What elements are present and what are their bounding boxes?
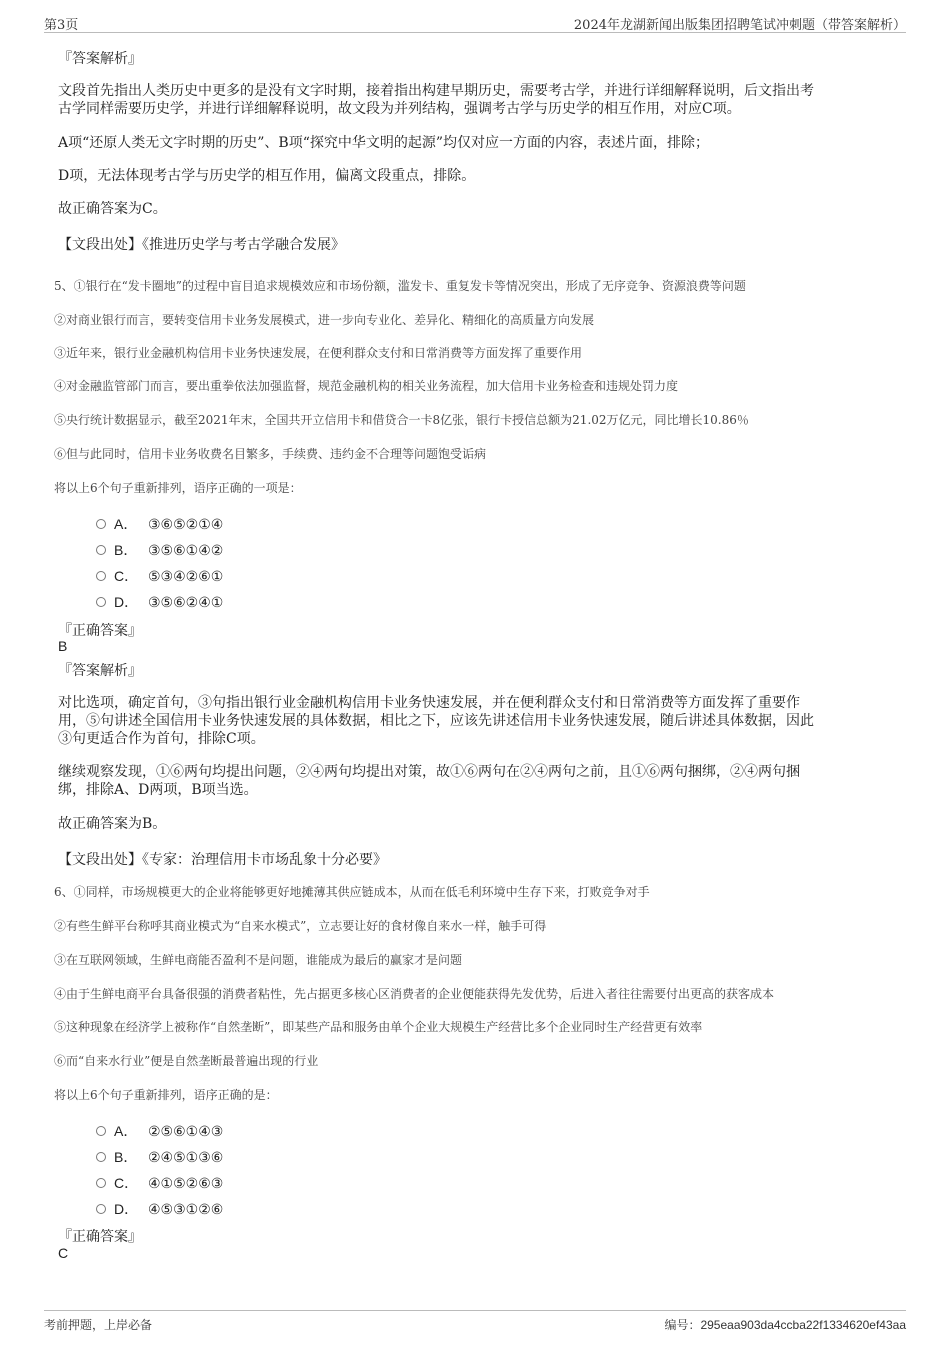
document-id <box>664 1316 906 1333</box>
correct-answer: B <box>58 638 68 654</box>
option-letter: B． <box>114 542 138 558</box>
text-line: 用，⑤句讲述全国信用卡业务快速发展的具体数据，相比之下，应该先讲述信用卡业务快速发展，随后讲述具体数据，因此 <box>58 713 814 729</box>
document-id-label: 编号： <box>664 1318 701 1332</box>
question-sentence: ②有些生鲜平台称呼其商业模式为“自来水模式”，立志要让好的食材像自来水一样，触手可得 <box>54 919 547 933</box>
option-d[interactable] <box>96 1199 223 1219</box>
question-sentence: ②对商业银行而言，要转变信用卡业务发展模式，进一步向专业化、差异化、精细化的高质量方向发展 <box>54 313 595 327</box>
option-b[interactable] <box>96 540 223 560</box>
question-prompt: 将以上6个句子重新排列，语序正确的是： <box>54 1088 278 1102</box>
text-line: ③句更适合作为首句，排除C项。 <box>58 731 265 747</box>
option-d[interactable] <box>96 592 223 612</box>
radio-button[interactable] <box>96 519 106 529</box>
page-footer <box>44 1310 906 1335</box>
option-letter: C． <box>114 568 139 584</box>
radio-button[interactable] <box>96 597 106 607</box>
text-line: 继续观察发现，①⑥两句均提出问题，②④两句均提出对策，故①⑥两句在②④两句之前，且①⑥两句捆绑，②④两句捆 <box>58 764 800 780</box>
option-a[interactable] <box>96 1121 223 1141</box>
question-sentence: ⑥但与此同时，信用卡业务收费名目繁多，手续费、违约金不合理等问题饱受诟病 <box>54 447 487 461</box>
question-sentence: ③在互联网领域，生鲜电商能否盈利不是问题，谁能成为最后的赢家才是问题 <box>54 953 463 967</box>
radio-button[interactable] <box>96 1152 106 1162</box>
question-sentence: ⑥而“自来水行业”便是自然垄断最普遍出现的行业 <box>54 1054 319 1068</box>
question-sentence: ④对金融监管部门而言，要出重拳依法加强监督，规范金融机构的相关业务流程，加大信用卡业务检查和违规处罚力度 <box>54 379 679 393</box>
option-letter: D． <box>114 594 139 610</box>
option-b[interactable] <box>96 1147 223 1167</box>
analysis-label: 『答案解析』 <box>58 51 142 67</box>
option-sequence: ②⑤⑥①④③ <box>148 1124 224 1140</box>
question-prompt: 将以上6个句子重新排列，语序正确的一项是： <box>54 481 302 495</box>
option-sequence: ③⑥⑤②①④ <box>148 517 224 533</box>
page-header <box>44 10 906 33</box>
question-sentence: ⑤这种现象在经济学上被称作“自然垄断”，即某些产品和服务由单个企业大规模生产经营比多个企业同时生产经营更有效率 <box>54 1020 703 1034</box>
analysis-conclusion: 故正确答案为B。 <box>58 816 167 832</box>
option-letter: C． <box>114 1175 139 1191</box>
option-sequence: ⑤③④②⑥① <box>148 569 224 585</box>
option-sequence: ②④⑤①③⑥ <box>148 1150 224 1166</box>
text-line: 对比选项，确定首句，③句指出银行业金融机构信用卡业务快速发展，并在便利群众支付和日常消费等方面发挥了重要作 <box>58 695 800 711</box>
analysis-paragraph <box>58 694 888 748</box>
document-id-value: 295eaa903da4ccba22f1334620ef43aa <box>700 1318 906 1332</box>
option-sequence: ③⑤⑥①④② <box>148 543 224 559</box>
correct-answer-label: 『正确答案』 <box>58 1229 142 1245</box>
question-sentence: 5、①银行在“发卡圈地”的过程中盲目追求规模效应和市场份额，滥发卡、重复发卡等情况突出，形成了无序竞争、资源浪费等问题 <box>54 279 746 293</box>
analysis-paragraph <box>58 763 888 799</box>
question-sentence: ⑤央行统计数据显示，截至2021年末，全国共开立信用卡和借贷合一卡8亿张，银行卡授信总额为21.02万亿元，同比增长10.86％ <box>54 413 749 427</box>
radio-button[interactable] <box>96 545 106 555</box>
option-c[interactable] <box>96 1173 223 1193</box>
radio-button[interactable] <box>96 1178 106 1188</box>
radio-button[interactable] <box>96 571 106 581</box>
page-number: 第3页 <box>44 18 79 33</box>
radio-button[interactable] <box>96 1126 106 1136</box>
option-letter: A． <box>114 516 138 532</box>
footer-slogan: 考前押题，上岸必备 <box>44 1318 153 1332</box>
option-letter: A． <box>114 1123 138 1139</box>
option-letter: B． <box>114 1149 138 1165</box>
option-sequence: ③⑤⑥②④① <box>148 595 224 611</box>
correct-answer: C <box>58 1245 69 1261</box>
text-line: 古学同样需要历史学，并进行详细解释说明，故文段为并列结构，强调考古学与历史学的相互作用，对应C项。 <box>58 101 741 117</box>
correct-answer-label: 『正确答案』 <box>58 623 142 639</box>
analysis-paragraph <box>58 82 888 118</box>
analysis-paragraph: D项，无法体现考古学与历史学的相互作用，偏离文段重点，排除。 <box>58 168 476 184</box>
source-citation: 【文段出处】《推进历史学与考古学融合发展》 <box>58 237 345 253</box>
document-title: 2024年龙湖新闻出版集团招聘笔试冲刺题（带答案解析） <box>573 18 906 33</box>
question-sentence: 6、①同样，市场规模更大的企业将能够更好地摊薄其供应链成本，从而在低毛利环境中生存下来，打败竞争对手 <box>54 885 650 899</box>
text-line: 文段首先指出人类历史中更多的是没有文字时期，接着指出构建早期历史，需要考古学，并进行详细解释说明，后文指出考 <box>58 83 814 99</box>
option-c[interactable] <box>96 566 223 586</box>
source-citation: 【文段出处】《专家：治理信用卡市场乱象十分必要》 <box>58 852 387 868</box>
option-sequence: ④①⑤②⑥③ <box>148 1176 224 1192</box>
question-sentence: ③近年来，银行业金融机构信用卡业务快速发展，在便利群众支付和日常消费等方面发挥了重要作用 <box>54 346 583 360</box>
option-letter: D． <box>114 1201 139 1217</box>
analysis-conclusion: 故正确答案为C。 <box>58 201 167 217</box>
analysis-label: 『答案解析』 <box>58 663 142 679</box>
option-sequence: ④⑤③①②⑥ <box>148 1202 224 1218</box>
text-line: 绑，排除A、D两项，B项当选。 <box>58 782 258 798</box>
question-sentence: ④由于生鲜电商平台具备很强的消费者粘性，先占据更多核心区消费者的企业便能获得先发优势，后进入者往往需要付出更高的获客成本 <box>54 987 775 1001</box>
radio-button[interactable] <box>96 1204 106 1214</box>
analysis-paragraph: A项“还原人类无文字时期的历史”、B项“探究中华文明的起源”均仅对应一方面的内容，表述片面，排除； <box>58 135 710 151</box>
option-a[interactable] <box>96 514 223 534</box>
